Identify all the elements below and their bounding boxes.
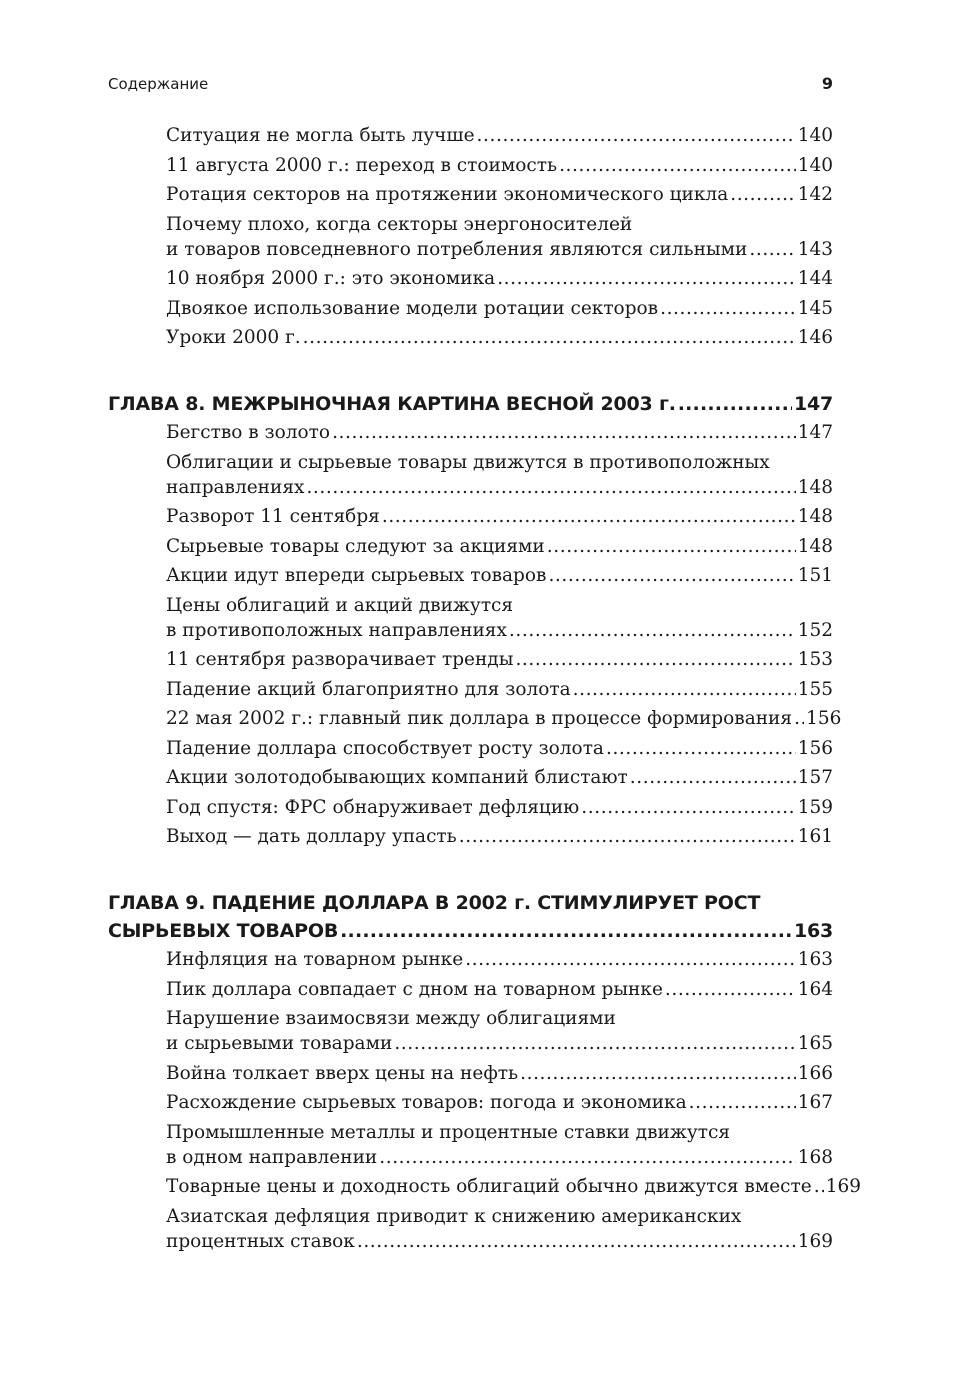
dot-leader [357,1229,796,1254]
dot-leader [497,266,795,291]
toc-entry-page: 143 [797,238,833,260]
toc-entry-page: 169 [825,1176,862,1197]
toc-entry-title: 11 сентября разворачивает тренды [166,649,514,670]
dot-leader [303,325,796,350]
dot-leader [465,947,795,972]
toc-entry-title: Сырьевые товары следуют за акциями [166,535,545,557]
toc-entry-page: 140 [797,125,833,146]
toc-entry-title: и товаров повседневного потребления являются сильными [166,238,748,260]
toc-entry[interactable] [108,1090,833,1115]
toc-entry-title: Акции золотодобывающих компаний блистают [166,767,628,788]
toc-entry-page: 152 [797,619,833,641]
toc-entry[interactable] [108,824,833,849]
toc-entry-title: Акции идут впереди сырьевых товаров [166,565,547,586]
dot-leader [548,563,795,588]
chapter-page: 163 [793,920,833,942]
toc-entry[interactable] [108,1120,833,1170]
toc-entry-title-line1: Облигации и сырьевые товары движутся в противоположных [166,451,770,473]
toc-entry[interactable] [108,795,833,820]
table-of-contents [108,123,862,1258]
toc-entry[interactable] [108,153,833,178]
toc-entry-page: 168 [797,1146,833,1168]
toc-entry-title-line1: Почему плохо, когда секторы энергоносителей [166,213,633,235]
toc-entry-page: 148 [797,476,833,498]
toc-entry-page: 140 [797,154,833,176]
toc-entry-page: 166 [797,1062,833,1084]
toc-entry-title-line1: Промышленные металлы и процентные ставки движутся [166,1121,730,1143]
dot-leader [581,795,795,820]
toc-entry[interactable] [108,677,833,702]
dot-leader [730,182,795,207]
toc-entry[interactable] [108,450,833,500]
toc-entry[interactable] [108,765,833,790]
toc-entry-page: 167 [797,1092,833,1113]
toc-entry-title: Товарные цены и доходность облигаций обычно движутся вместе [166,1176,812,1197]
toc-entry[interactable] [108,977,833,1002]
toc-entry-page: 163 [797,949,833,970]
dot-leader [379,1145,795,1170]
dot-leader [559,153,796,178]
toc-entry[interactable] [108,504,833,529]
toc-entry-page: 155 [797,678,833,700]
dot-leader [665,977,796,1002]
toc-entry[interactable] [108,706,842,731]
toc-entry[interactable] [108,212,833,262]
chapter-heading[interactable] [108,390,833,418]
dot-leader [340,917,792,945]
toc-entry-title: Двоякое использование модели ротации секторов [166,297,659,319]
chapter-title-line1: ГЛАВА 9. ПАДЕНИЕ ДОЛЛАРА В 2002 г. СТИМУЛИРУЕТ РОСТ [108,892,761,914]
toc-entry[interactable] [108,123,833,148]
toc-entry-title: 22 мая 2002 г.: главный пик доллара в процессе формирования [166,708,793,729]
toc-entry-page: 156 [797,737,833,759]
toc-entry[interactable] [108,647,833,672]
toc-entry-title: Выход — дать доллару упасть [166,826,457,847]
toc-entry-title: в противоположных направлениях [166,619,507,641]
toc-entry-title: Инфляция на товарном рынке [166,949,464,970]
toc-entry[interactable] [108,1061,833,1086]
toc-entry-title: 11 августа 2000 г.: переход в стоимость [166,154,558,176]
dot-leader [394,1031,795,1056]
dot-leader [547,534,796,559]
dot-leader [515,647,795,672]
toc-entry[interactable] [108,420,833,445]
toc-entry[interactable] [108,593,833,643]
toc-entry[interactable] [108,534,833,559]
toc-entry[interactable] [108,266,833,291]
toc-entry-title: Бегство в золото [166,422,331,443]
toc-entry-page: 164 [797,978,833,1000]
toc-entry-title: в одном направлении [166,1146,378,1168]
toc-entry[interactable] [108,296,833,321]
toc-entry[interactable] [108,563,833,588]
dot-leader [332,420,796,445]
toc-entry-page: 169 [797,1230,833,1252]
dot-leader [520,1061,796,1086]
section-title: Содержание [108,75,209,93]
toc-entry-title: Война толкает вверх цены на нефть [166,1062,519,1084]
dot-leader [477,123,796,148]
toc-entry[interactable] [108,1204,833,1254]
chapter-heading[interactable] [108,889,833,945]
toc-entry-title-line1: Азиатская дефляция приводит к снижению американских [166,1205,742,1227]
dot-leader [749,237,795,262]
toc-entry-title: процентных ставок [166,1230,355,1252]
toc-entry-title: Год спустя: ФРС обнаруживает дефляцию [166,796,580,818]
running-header [108,74,833,93]
dot-leader [573,677,796,702]
toc-entry-title: 10 ноября 2000 г.: это экономика [166,268,496,289]
toc-entry-page: 157 [797,767,833,788]
dot-leader [678,390,792,418]
toc-entry[interactable] [108,947,833,972]
toc-entry-page: 148 [797,535,833,557]
toc-entry-title-line1: Нарушение взаимосвязи между облигациями [166,1008,616,1029]
toc-entry-page: 165 [797,1033,833,1054]
toc-entry-title: и сырьевыми товарами [166,1033,393,1054]
toc-entry-page: 147 [797,422,833,443]
dot-leader [689,1090,796,1115]
toc-entry-title: Падение доллара способствует росту золота [166,737,604,759]
dot-leader [794,706,804,731]
toc-entry[interactable] [108,736,833,761]
dot-leader [382,504,796,529]
dot-leader [814,1174,824,1199]
toc-entry-page: 151 [797,565,833,586]
dot-leader [606,736,796,761]
toc-entry-page: 148 [797,506,833,527]
toc-entry-title: Разворот 11 сентября [166,506,380,527]
dot-leader [306,475,795,500]
chapter-title: СЫРЬЕВЫХ ТОВАРОВ [108,920,339,942]
toc-entry-title: Уроки 2000 г. [166,327,301,348]
toc-entry[interactable] [108,182,833,207]
dot-leader [660,296,796,321]
toc-entry-title: Ротация секторов на протяжении экономического цикла [166,184,729,205]
toc-entry-page: 145 [797,297,833,319]
chapter-title: ГЛАВА 8. МЕЖРЫНОЧНАЯ КАРТИНА ВЕСНОЙ 2003 г. [108,393,676,415]
toc-entry[interactable] [108,1006,833,1056]
page-number: 9 [821,74,833,93]
toc-entry-page: 161 [797,826,833,847]
dot-leader [509,618,796,643]
toc-entry-title: Пик доллара совпадает с дном на товарном рынке [166,978,663,1000]
toc-entry-page: 142 [797,184,833,205]
toc-entry-page: 156 [806,708,842,729]
toc-entry-title: Падение акций благоприятно для золота [166,678,571,700]
chapter-page: 147 [793,393,833,415]
toc-entry-title: направлениях [166,476,305,498]
toc-entry[interactable] [108,325,833,350]
dot-leader [459,824,796,849]
toc-entry-title: Ситуация не могла быть лучше [166,125,475,146]
toc-entry-page: 144 [797,268,833,289]
toc-entry-page: 146 [797,327,833,348]
toc-entry-title-line1: Цены облигаций и акций движутся [166,594,514,616]
toc-entry-title: Расхождение сырьевых товаров: погода и экономика [166,1092,687,1113]
toc-entry-page: 153 [797,649,833,670]
toc-entry[interactable] [108,1174,862,1199]
toc-entry-page: 159 [797,796,833,818]
dot-leader [630,765,796,790]
